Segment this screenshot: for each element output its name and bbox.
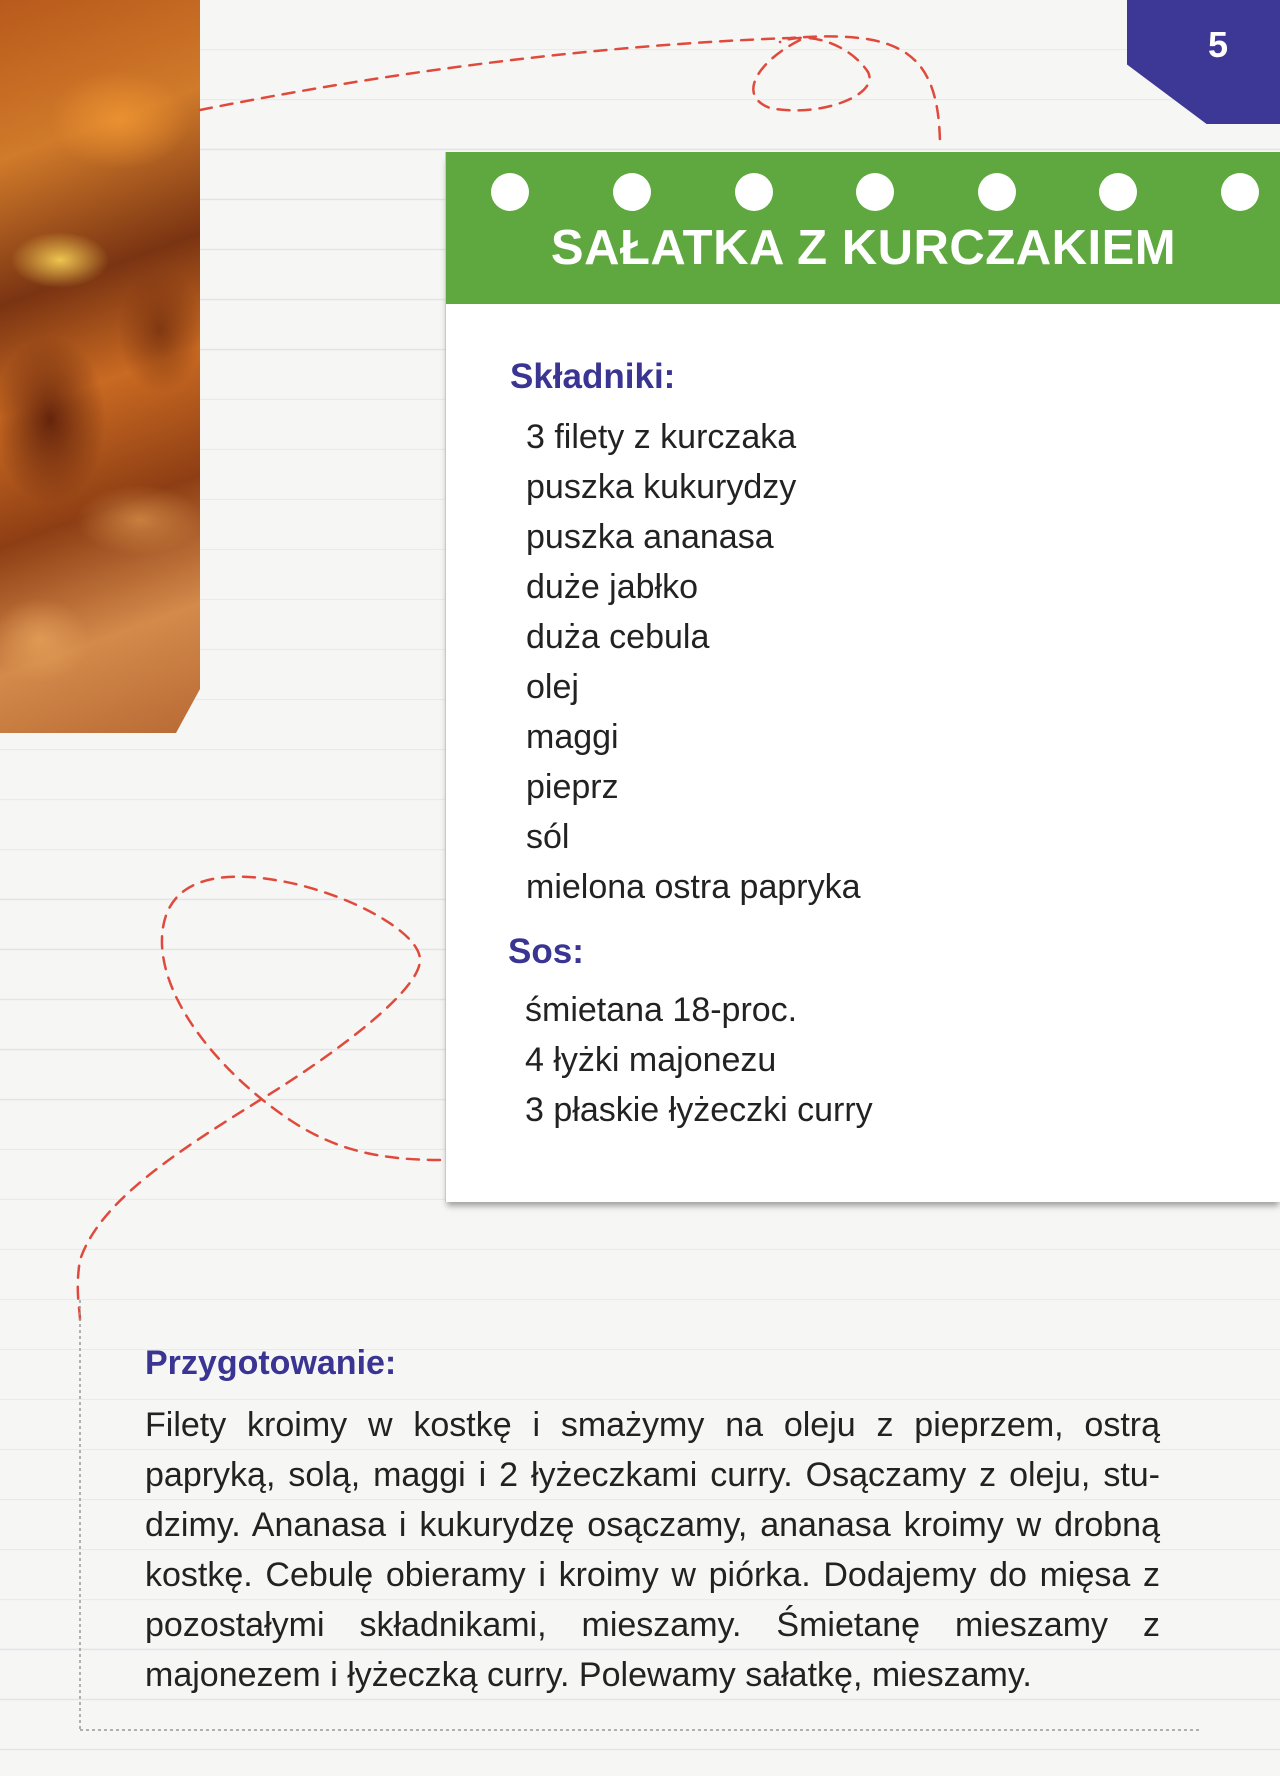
preparation-heading: Przygotowanie: xyxy=(145,1344,397,1382)
header-dot xyxy=(613,173,651,211)
ingredient-item: olej xyxy=(526,668,579,706)
header-dot xyxy=(978,173,1016,211)
sauce-item: 3 płaskie łyżeczki curry xyxy=(525,1091,873,1129)
ingredient-item: pieprz xyxy=(526,768,619,806)
card-header xyxy=(446,152,1280,304)
header-dot xyxy=(856,173,894,211)
ingredient-item: 3 filety z kurczaka xyxy=(526,418,797,456)
recipe-title: SAŁATKA Z KURCZAKIEM xyxy=(550,221,1177,275)
sauce-item: śmietana 18-proc. xyxy=(525,991,798,1029)
dashed-loop-top xyxy=(753,38,869,111)
dashed-line-top xyxy=(200,36,940,148)
ingredient-item: duża cebula xyxy=(526,618,710,656)
header-dot xyxy=(1221,173,1259,211)
chicken-photo xyxy=(0,0,200,733)
sauce-list xyxy=(525,985,873,1135)
ingredient-item: duże jabłko xyxy=(526,568,699,606)
sauce-item: 4 łyżki majonezu xyxy=(525,1041,777,1079)
header-dot xyxy=(735,173,773,211)
ingredient-item: puszka ananasa xyxy=(526,518,774,556)
header-dot xyxy=(1099,173,1137,211)
ingredients-list xyxy=(526,412,861,912)
ingredient-item: maggi xyxy=(526,718,619,756)
dashed-loop-left xyxy=(78,877,440,1320)
header-dot xyxy=(491,173,529,211)
ingredient-item: puszka kukurydzy xyxy=(526,468,797,506)
page-number: 5 xyxy=(1207,24,1229,65)
ingredient-item: sól xyxy=(526,818,570,856)
recipe-card xyxy=(445,152,1280,1202)
preparation-text: Filety kroimy w kostkę i smażymy na oleju z pieprzem, ostrą papryką, solą, maggi i 2 łyżeczkami curry. Osączamy z oleju, studzimy. Ananasa i kukurydzę osączamy, ananasa kroimy w drobną kostkę. Cebulę obieramy i kroimy w piórka. Dodajemy do mięsa z pozostałymi składnikami, mieszamy. Śmietanę mieszamy z majonezem i łyżeczką curry. Polewamy sałatkę, mieszamy. xyxy=(145,1406,1160,1694)
sauce-heading: Sos: xyxy=(508,932,584,971)
ingredient-item: mielona ostra papryka xyxy=(526,868,861,906)
ingredients-heading: Składniki: xyxy=(510,357,676,396)
